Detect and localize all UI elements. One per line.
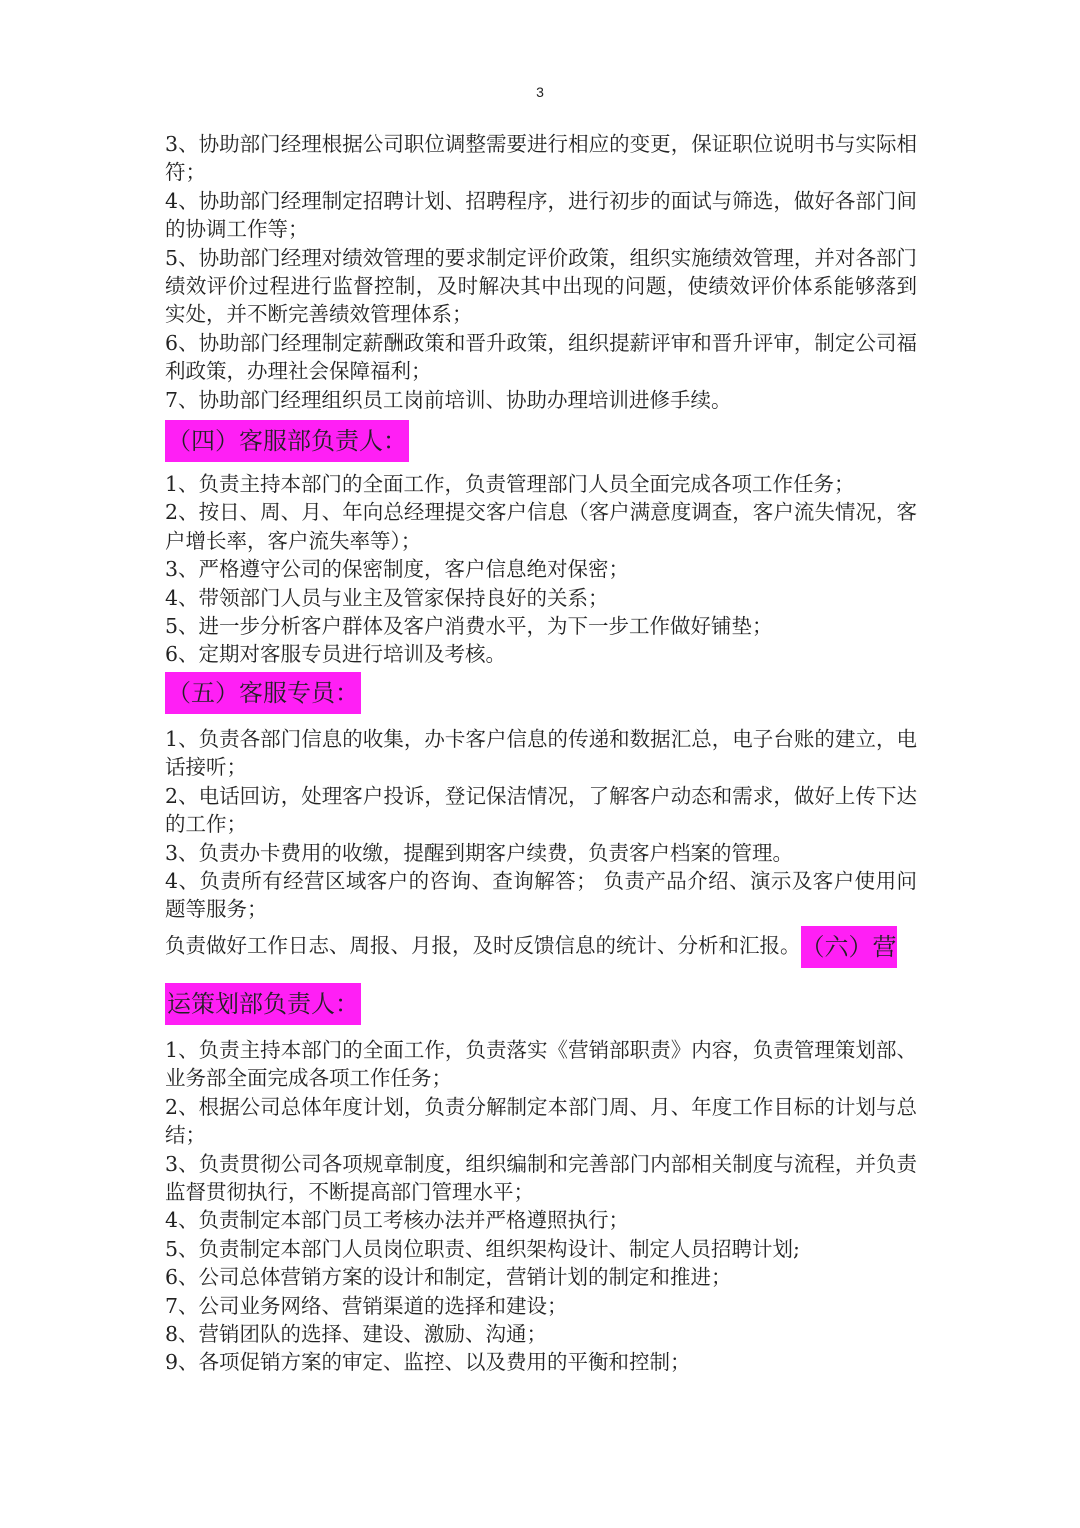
- heading-customer-service-head-wrap: [165, 420, 917, 462]
- list-item: 2、根据公司总体年度计划，负责分解制定本部门周、月、年度工作目标的计划与总结；: [165, 1094, 917, 1148]
- list-item: 9、各项促销方案的审定、监控、以及费用的平衡和控制；: [165, 1350, 691, 1375]
- section-customer-service-head: [165, 470, 917, 669]
- section-customer-service-specialist: [165, 725, 917, 924]
- list-item: 5、进一步分析客户群体及客户消费水平，为下一步工作做好铺垫；: [165, 614, 773, 639]
- list-item: 1、负责主持本部门的全面工作，负责管理部门人员全面完成各项工作任务；: [165, 472, 855, 496]
- list-item: 1、负责主持本部门的全面工作，负责落实《营销部职责》内容，负责管理策划部、业务部全面完成各项工作任务；: [165, 1038, 917, 1091]
- list-item: 3、负责办卡费用的收缴，提醒到期客户续费，负责客户档案的管理。: [165, 840, 794, 865]
- heading-customer-service-specialist-wrap: [165, 672, 917, 714]
- list-item: 8、营销团队的选择、建设、激励、沟通；: [165, 1322, 548, 1347]
- list-item: 3、协助部门经理根据公司职位调整需要进行相应的变更，保证职位说明书与实际相符；: [165, 132, 917, 185]
- list-item: 6、公司总体营销方案的设计和制定，营销计划的制定和推进；: [165, 1265, 732, 1290]
- list-item: 5、负责制定本部门人员岗位职责、组织架构设计、制定人员招聘计划;: [165, 1236, 800, 1261]
- list-item: 4、负责所有经营区域客户的咨询、查询解答； 负责产品介绍、演示及客户使用问题等服务；: [165, 869, 917, 922]
- list-item: 4、带领部门人员与业主及管家保持良好的关系；: [165, 585, 609, 610]
- section-operations-planning: [165, 1036, 917, 1377]
- heading-operations-planning-wrap: [165, 983, 917, 1025]
- list-item: 7、协助部门经理组织员工岗前培训、协助办理培训进修手续。: [165, 387, 732, 412]
- heading-operations-planning-part1: （六）营: [801, 926, 897, 968]
- list-item: 7、公司业务网络、营销渠道的选择和建设；: [165, 1293, 568, 1318]
- heading-customer-service-head: （四）客服部负责人：: [165, 420, 409, 462]
- paragraph-text: 负责做好工作日志、周报、月报，及时反馈信息的统计、分析和汇报。: [165, 933, 801, 958]
- heading-operations-planning-part2: 运策划部负责人：: [165, 983, 361, 1025]
- list-item: 4、协助部门经理制定招聘计划、招聘程序，进行初步的面试与筛选，做好各部门间的协调工作等；: [165, 188, 917, 242]
- list-item: 6、定期对客服专员进行培训及考核。: [165, 642, 507, 667]
- list-item: 2、按日、周、月、年向总经理提交客户信息（客户满意度调查，客户流失情况，客户增长率，客户流失率等）；: [165, 500, 917, 553]
- list-item: 1、负责各部门信息的收集，办卡客户信息的传递和数据汇总，电子台账的建立，电话接听；: [165, 727, 917, 780]
- list-item: 2、电话回访，处理客户投诉，登记保洁情况，了解客户动态和需求，做好上传下达的工作；: [165, 783, 917, 837]
- heading-customer-service-specialist: （五）客服专员：: [165, 672, 361, 714]
- section-hr-duties: [165, 130, 917, 414]
- list-item: 5、协助部门经理对绩效管理的要求制定评价政策，组织实施绩效管理，并对各部门绩效评价过程进行监督控制，及时解决其中出现的问题，使绩效评价体系能够落到实处，并不断完善绩效管理体系；: [165, 245, 917, 327]
- inline-text-line: [165, 926, 917, 968]
- page-number: 3: [536, 84, 544, 100]
- list-item: 3、负责贯彻公司各项规章制度，组织编制和完善部门内部相关制度与流程，并负责监督贯彻执行，不断提高部门管理水平；: [165, 1151, 917, 1205]
- list-item: 3、严格遵守公司的保密制度，客户信息绝对保密；: [165, 557, 630, 582]
- list-item: 4、负责制定本部门员工考核办法并严格遵照执行；: [165, 1208, 630, 1233]
- list-item: 6、协助部门经理制定薪酬政策和晋升政策，组织提薪评审和晋升评审，制定公司福利政策，办理社会保障福利；: [165, 330, 917, 384]
